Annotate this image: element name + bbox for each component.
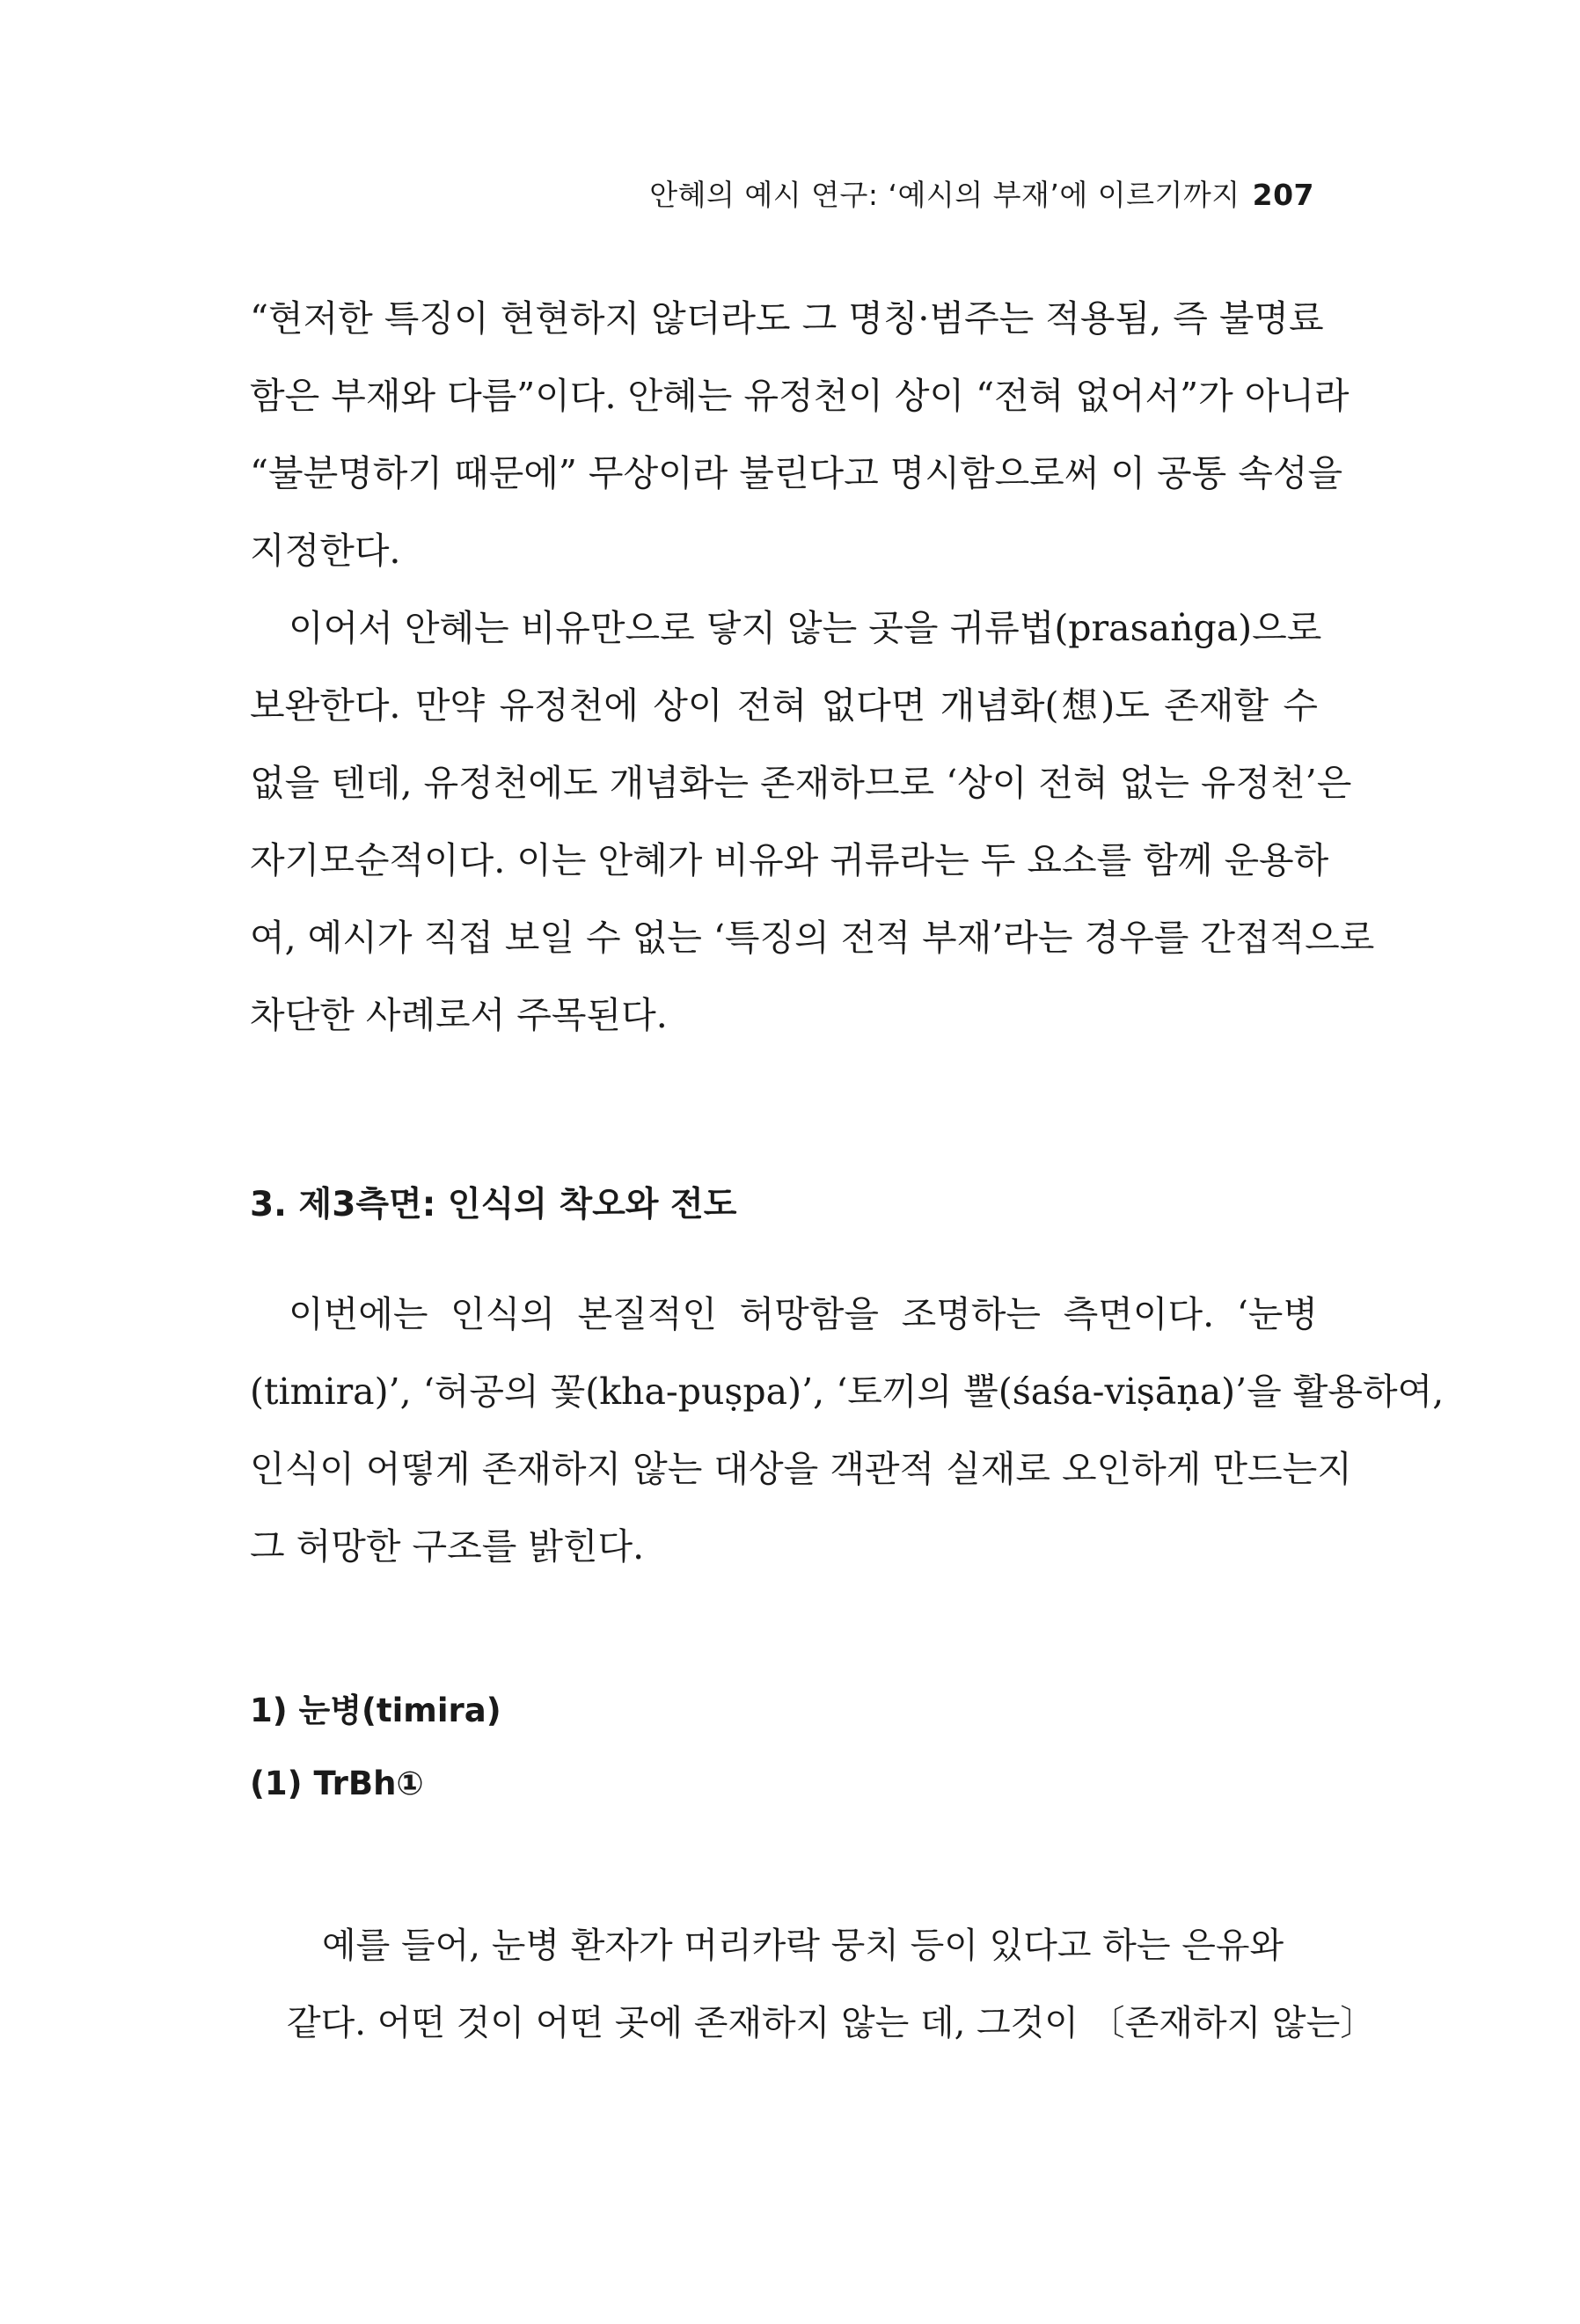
quote-line: 같다. 어떤 것이 어떤 곳에 존재하지 않는 데, 그것이 〔존재하지 않는〕	[287, 2003, 1376, 2043]
subheading-trbh: (1) TrBh①	[250, 1765, 424, 1802]
paragraph-2-line: 자기모순적이다. 이는 안혜가 비유와 귀류라는 두 요소를 함께 운용하	[250, 839, 1329, 881]
paragraph-3-line: 이번에는 인식의 본질적인 허망함을 조명하는 측면이다. ‘눈병	[289, 1293, 1318, 1335]
running-head-title: 안혜의 예시 연구: ‘예시의 부재’에 이르기까지	[649, 178, 1240, 212]
subheading-timira: 1) 눈병(timira)	[250, 1692, 501, 1729]
quoted-translation	[287, 1907, 1376, 2062]
paragraph-3	[250, 1275, 1445, 1585]
paragraph-1	[250, 280, 1350, 589]
paragraph-1-line: “현저한 특징이 현현하지 않더라도 그 명칭·범주는 적용됨, 즉 불명료	[250, 297, 1324, 340]
paragraph-2-line: 여, 예시가 직접 보일 수 없는 ‘특징의 전적 부재’라는 경우를 간접적으로	[250, 917, 1375, 959]
quote-line: 예를 들어, 눈병 환자가 머리카락 뭉치 등이 있다고 하는 은유와	[322, 1926, 1284, 1966]
paragraph-3-line: (timira)’, ‘허공의 꽃(kha-puṣpa)’, ‘토끼의 뿔(śaśa-viṣāṇa)’을 활용하여,	[250, 1370, 1445, 1413]
section-heading: 3. 제3측면: 인식의 착오와 전도	[250, 1185, 737, 1224]
page-number: 207	[1252, 178, 1314, 212]
paragraph-1-line: 지정한다.	[250, 530, 401, 572]
paragraph-2	[250, 589, 1375, 1054]
paragraph-2-line: 없을 텐데, 유정천에도 개념화는 존재하므로 ‘상이 전혀 없는 유정천’은	[250, 762, 1352, 804]
running-head	[649, 172, 1314, 214]
paragraph-3-line: 인식이 어떻게 존재하지 않는 대상을 객관적 실재로 오인하게 만드는지	[250, 1448, 1352, 1490]
paragraph-3-line: 그 허망한 구조를 밝힌다.	[250, 1525, 645, 1568]
paragraph-2-line: 이어서 안혜는 비유만으로 닿지 않는 곳을 귀류법(prasaṅga)으로	[289, 607, 1322, 649]
paragraph-1-line: “불분명하기 때문에” 무상이라 불린다고 명시함으로써 이 공통 속성을	[250, 452, 1343, 494]
paragraph-1-line: 함은 부재와 다름”이다. 안혜는 유정천이 상이 “전혀 없어서”가 아니라	[250, 375, 1350, 417]
paragraph-2-line: 차단한 사례로서 주목된다.	[250, 994, 668, 1036]
paragraph-2-line: 보완한다. 만약 유정천에 상이 전혀 없다면 개념화(想)도 존재할 수	[250, 684, 1318, 727]
